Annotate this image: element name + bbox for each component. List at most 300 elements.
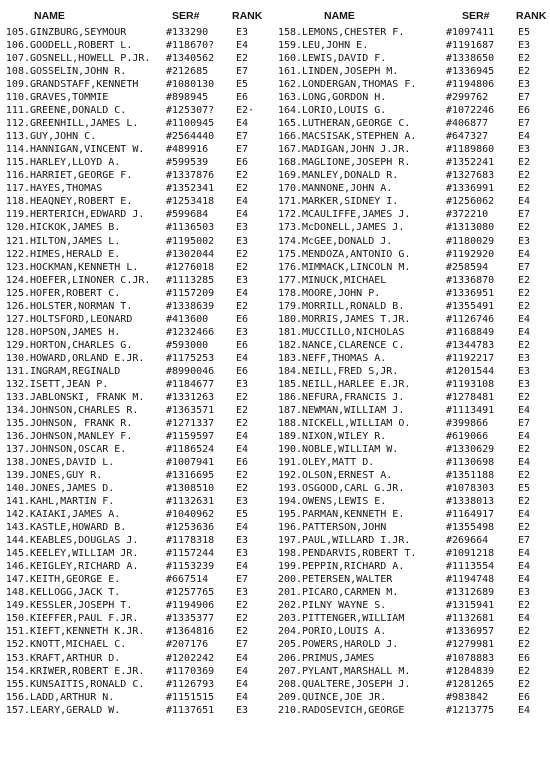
roster-row: [4, 208, 270, 221]
roster-row: [4, 547, 270, 560]
entry-name: KIEFFER,PAUL F.JR.: [30, 613, 139, 625]
entry-number: 135.: [5, 417, 30, 429]
entry-name: HIMES,HERALD E.: [30, 248, 121, 260]
entry-rank: E6: [236, 365, 270, 378]
entry-serial: #1315941: [446, 599, 516, 612]
entry-serial: #489916: [166, 143, 236, 156]
entry-serial: #1340562: [166, 52, 236, 65]
roster-row: [278, 221, 548, 234]
entry-name: HERTERICH,EDWARD J.: [30, 209, 145, 221]
entry-number: 183.: [278, 352, 303, 364]
roster-row: [4, 300, 270, 313]
entry-serial: #1007941: [166, 456, 236, 469]
entry-serial: #1195002: [166, 235, 236, 248]
entry-rank: E2: [236, 52, 270, 65]
entry-rank: E7: [236, 65, 270, 78]
entry-name: GOSSELIN,JOHN R.: [30, 66, 127, 78]
entry-rank: E6: [236, 156, 270, 169]
roster-row: [4, 287, 270, 300]
entry-number: 170.: [278, 183, 303, 195]
entry-rank: E4: [236, 352, 270, 365]
entry-serial: #1352341: [166, 182, 236, 195]
entry-name: NANCE,CLARENCE C.: [302, 339, 405, 351]
entry-number: 164.: [278, 105, 303, 117]
entry-number: 185.: [278, 378, 303, 390]
roster-row: [278, 612, 548, 625]
roster-row: [278, 560, 548, 573]
roster-row: [278, 625, 548, 638]
entry-serial: #1126746: [446, 313, 516, 326]
roster-row: [4, 339, 270, 352]
entry-number: 188.: [278, 417, 303, 429]
entry-serial: #1113554: [446, 560, 516, 573]
entry-number: 205.: [278, 639, 303, 651]
entry-rank: E3: [518, 39, 550, 52]
roster-row: [278, 300, 548, 313]
entry-rank: E7: [518, 417, 550, 430]
entry-number: 124.: [5, 274, 30, 286]
entry-rank: E2: [236, 625, 270, 638]
entry-serial: #1253418: [166, 195, 236, 208]
entry-serial: #1072246: [446, 104, 516, 117]
entry-rank: E4: [518, 430, 550, 443]
entry-name: JOHNSON,OSCAR E.: [30, 444, 127, 455]
entry-rank: E2: [518, 599, 550, 612]
roster-row: [278, 521, 548, 534]
entry-serial: #1344783: [446, 339, 516, 352]
entry-name: MINUCK,MICHAEL: [302, 274, 387, 286]
roster-row: [278, 652, 548, 665]
entry-serial: #1091218: [446, 547, 516, 560]
entry-number: 171.: [278, 196, 303, 208]
entry-number: 113.: [5, 131, 30, 143]
entry-number: 207.: [278, 665, 303, 677]
entry-serial: #1336951: [446, 287, 516, 300]
entry-name: GREENHILL,JAMES L.: [30, 118, 139, 130]
roster-row: [4, 612, 270, 625]
entry-serial: #1355491: [446, 300, 516, 313]
entry-number: 126.: [5, 300, 30, 312]
entry-serial: #983842: [446, 691, 516, 704]
entry-name: HEAQNEY,ROBERT E.: [30, 196, 133, 208]
roster-row: [4, 39, 270, 52]
entry-number: 194.: [278, 496, 303, 508]
entry-number: 202.: [278, 600, 303, 612]
roster-row: [278, 117, 548, 130]
roster-row: [278, 91, 548, 104]
entry-rank: E4: [236, 287, 270, 300]
entry-number: 160.: [278, 53, 303, 65]
entry-name: GREENE,DONALD C.: [30, 105, 127, 117]
entry-rank: E2: [518, 287, 550, 300]
entry-number: 129.: [5, 339, 30, 351]
entry-serial: #1338013: [446, 495, 516, 508]
entry-serial: #1126793: [166, 678, 236, 691]
entry-rank: E6: [518, 652, 550, 665]
entry-number: 208.: [278, 678, 303, 690]
roster-row: [4, 417, 270, 430]
roster-row: [278, 352, 548, 365]
roster-row: [278, 274, 548, 287]
entry-rank: E3: [236, 221, 270, 234]
entry-serial: #1194748: [446, 573, 516, 586]
entry-name: JOHNSON,CHARLES R.: [30, 404, 139, 416]
entry-number: 144.: [5, 535, 30, 547]
roster-row: [4, 469, 270, 482]
entry-rank: E7: [518, 117, 550, 130]
entry-serial: #1284839: [446, 665, 516, 678]
entry-name: NICKELL,WILLIAM O.: [302, 417, 411, 429]
roster-row: [4, 156, 270, 169]
entry-number: 174.: [278, 235, 303, 247]
entry-name: KIEFT,KENNETH K.JR.: [30, 626, 145, 638]
entry-rank: E2: [518, 156, 550, 169]
entry-rank: E6: [236, 91, 270, 104]
entry-number: 157.: [5, 704, 30, 716]
entry-name: HARLEY,LLOYD A.: [30, 157, 121, 169]
entry-name: PATTERSON,JOHN: [302, 522, 387, 534]
entry-serial: #593000: [166, 339, 236, 352]
entry-serial: #1178318: [166, 534, 236, 547]
entry-serial: #1257765: [166, 586, 236, 599]
roster-row: [4, 313, 270, 326]
entry-number: 153.: [5, 652, 30, 664]
roster-row: [4, 65, 270, 78]
entry-number: 158.: [278, 27, 303, 38]
entry-name: PYLANT,MARSHALL M.: [302, 665, 411, 677]
entry-serial: #133290: [166, 26, 236, 39]
roster-row: [4, 91, 270, 104]
entry-rank: E3: [518, 378, 550, 391]
entry-rank: E4: [236, 521, 270, 534]
roster-row: [278, 586, 548, 599]
roster-row: [278, 378, 548, 391]
entry-name: PENDARVIS,ROBERT T.: [302, 548, 417, 560]
entry-rank: E2: [236, 169, 270, 182]
entry-serial: #1201544: [446, 365, 516, 378]
entry-name: POWERS,HAROLD J.: [302, 639, 399, 651]
entry-number: 172.: [278, 209, 303, 221]
roster-row: [278, 39, 548, 52]
roster-row: [278, 665, 548, 678]
entry-serial: #1194906: [166, 599, 236, 612]
entry-name: LEU,JOHN E.: [302, 40, 369, 52]
entry-rank: E6: [236, 339, 270, 352]
entry-number: 200.: [278, 574, 303, 586]
entry-rank: E3: [236, 704, 270, 717]
entry-rank: E4: [518, 130, 550, 143]
entry-number: 134.: [5, 404, 30, 416]
entry-rank: E4: [518, 560, 550, 573]
entry-serial: #1279981: [446, 638, 516, 651]
entry-serial: #1137651: [166, 704, 236, 717]
entry-rank: E7: [518, 208, 550, 221]
entry-rank: E2: [236, 261, 270, 274]
entry-serial: #667514: [166, 573, 236, 586]
entry-rank: E4: [518, 704, 550, 717]
entry-serial: #1335377: [166, 612, 236, 625]
entry-number: 163.: [278, 92, 303, 104]
entry-number: 112.: [5, 118, 30, 130]
entry-rank: E4: [236, 208, 270, 221]
entry-number: 175.: [278, 248, 303, 260]
entry-number: 146.: [5, 561, 30, 573]
entry-number: 110.: [5, 92, 30, 104]
entry-name: HANNIGAN,VINCENT W.: [30, 144, 145, 156]
entry-serial: #1080130: [166, 78, 236, 91]
entry-number: 168.: [278, 157, 303, 169]
roster-row: [278, 678, 548, 691]
entry-rank: E4: [236, 39, 270, 52]
entry-name: MAGLIONE,JOSEPH R.: [302, 157, 411, 169]
entry-number: 123.: [5, 261, 30, 273]
entry-number: 141.: [5, 496, 30, 508]
entry-serial: #8990046: [166, 365, 236, 378]
entry-serial: #1302044: [166, 248, 236, 261]
entry-number: 139.: [5, 470, 30, 482]
roster-row: [4, 274, 270, 287]
roster-column-left: [4, 10, 270, 717]
entry-serial: #1336957: [446, 625, 516, 638]
entry-name: HICKOK,JAMES B.: [30, 222, 121, 234]
entry-rank: E2: [236, 482, 270, 495]
roster-row: [4, 261, 270, 274]
entry-name: PICARO,CARMEN M.: [302, 587, 399, 599]
entry-serial: #1331263: [166, 391, 236, 404]
entry-name: GRAVES,TOMMIE: [30, 92, 109, 104]
entry-serial: #1363571: [166, 404, 236, 417]
entry-number: 147.: [5, 574, 30, 586]
entry-serial: #269664: [446, 534, 516, 547]
entry-serial: #1157209: [166, 287, 236, 300]
roster-row: [278, 65, 548, 78]
entry-number: 179.: [278, 300, 303, 312]
rank-header: RANK: [232, 10, 263, 22]
entry-name: HOWARD,ORLAND E.JR.: [30, 352, 145, 364]
entry-name: HOLSTER,NORMAN T.: [30, 300, 133, 312]
roster-row: [4, 625, 270, 638]
entry-name: JOHNSON, FRANK R.: [30, 417, 133, 429]
entry-serial: #1312689: [446, 586, 516, 599]
entry-number: 143.: [5, 522, 30, 534]
entry-name: MOORE,JOHN P.: [302, 287, 381, 299]
entry-serial: #1136503: [166, 221, 236, 234]
entry-rank: E3: [236, 235, 270, 248]
entry-number: 117.: [5, 183, 30, 195]
entry-number: 182.: [278, 339, 303, 351]
entry-name: JONES,JAMES D.: [30, 483, 115, 495]
entry-number: 107.: [5, 53, 30, 65]
entry-name: KASTLE,HOWARD B.: [30, 522, 127, 534]
roster-list-right: [278, 26, 548, 717]
entry-name: NIXON,WILEY R.: [302, 430, 387, 442]
entry-name: GOODELL,ROBERT L.: [30, 40, 133, 52]
entry-name: JONES,GUY R.: [30, 470, 103, 482]
entry-rank: E2: [518, 391, 550, 404]
entry-name: KRIWER,ROBERT E.JR.: [30, 665, 145, 677]
entry-serial: #1040962: [166, 508, 236, 521]
roster-row: [278, 430, 548, 443]
entry-name: KESSLER,JOSEPH T.: [30, 600, 133, 612]
entry-name: KEELEY,WILLIAM JR.: [30, 548, 139, 560]
entry-number: 193.: [278, 483, 303, 495]
entry-number: 128.: [5, 326, 30, 338]
entry-name: GINZBURG,SEYMOUR: [30, 27, 127, 38]
entry-number: 136.: [5, 430, 30, 442]
entry-number: 180.: [278, 313, 303, 325]
entry-rank: E4: [518, 547, 550, 560]
entry-number: 198.: [278, 548, 303, 560]
entry-serial: #1337876: [166, 169, 236, 182]
roster-row: [4, 235, 270, 248]
entry-number: 178.: [278, 287, 303, 299]
entry-name: LADD,ARTHUR N.: [30, 691, 115, 703]
entry-serial: #1168849: [446, 326, 516, 339]
roster-row: [278, 482, 548, 495]
entry-number: 150.: [5, 613, 30, 625]
entry-rank: E2: [236, 248, 270, 261]
entry-number: 121.: [5, 235, 30, 247]
roster-row: [278, 287, 548, 300]
entry-rank: E4: [236, 195, 270, 208]
entry-rank: E2: [236, 417, 270, 430]
entry-name: MORRILL,RONALD B.: [302, 300, 405, 312]
entry-name: MANNONE,JOHN A.: [302, 183, 393, 195]
entry-number: 127.: [5, 313, 30, 325]
roster-row: [4, 586, 270, 599]
entry-name: PEPPIN,RICHARD A.: [302, 561, 405, 573]
roster-row: [278, 182, 548, 195]
entry-serial: #1175253: [166, 352, 236, 365]
entry-number: 204.: [278, 626, 303, 638]
entry-number: 166.: [278, 131, 303, 143]
entry-rank: E6: [236, 313, 270, 326]
entry-name: MCAULIFFE,JAMES J.: [302, 209, 411, 221]
roster-row: [278, 130, 548, 143]
entry-number: 145.: [5, 548, 30, 560]
roster-row: [4, 352, 270, 365]
entry-name: JONES,DAVID L.: [30, 457, 115, 469]
entry-number: 176.: [278, 261, 303, 273]
entry-rank: E4: [236, 691, 270, 704]
entry-name: HOEFER,LINONER C.JR.: [30, 274, 151, 286]
entry-rank: E2: [518, 469, 550, 482]
roster-row: [278, 261, 548, 274]
entry-serial: #1338650: [446, 52, 516, 65]
entry-serial: #299762: [446, 91, 516, 104]
entry-serial: #1151515: [166, 691, 236, 704]
entry-rank: E2: [236, 404, 270, 417]
entry-serial: #1336945: [446, 65, 516, 78]
entry-serial: #212685: [166, 65, 236, 78]
entry-name: PORIO,LOUIS A.: [302, 626, 387, 638]
entry-serial: #1351188: [446, 469, 516, 482]
roster-row: [4, 495, 270, 508]
roster-row: [278, 156, 548, 169]
entry-serial: #619066: [446, 430, 516, 443]
entry-serial: #1191687: [446, 39, 516, 52]
entry-serial: #1336991: [446, 182, 516, 195]
entry-number: 108.: [5, 66, 30, 78]
entry-name: MIMMACK,LINCOLN M.: [302, 261, 411, 273]
entry-name: HORTON,CHARLES G.: [30, 339, 133, 351]
entry-rank: E4: [518, 456, 550, 469]
entry-rank: E2: [236, 612, 270, 625]
entry-serial: #1213775: [446, 704, 516, 717]
entry-rank: E2: [518, 182, 550, 195]
entry-number: 201.: [278, 587, 303, 599]
entry-serial: #1256062: [446, 195, 516, 208]
entry-serial: #1281265: [446, 678, 516, 691]
roster-row: [4, 143, 270, 156]
entry-name: OSGOOD,CARL G.JR.: [302, 483, 405, 495]
roster-row: [4, 326, 270, 339]
entry-name: OLSON,ERNEST A.: [302, 470, 393, 482]
entry-number: 210.: [278, 704, 303, 716]
entry-name: LORIO,LOUIS G.: [302, 105, 387, 117]
entry-number: 161.: [278, 66, 303, 78]
entry-number: 209.: [278, 691, 303, 703]
entry-rank: E2: [518, 638, 550, 651]
entry-name: LEARY,GERALD W.: [30, 704, 121, 716]
entry-name: LONG,GORDON H.: [302, 92, 387, 104]
entry-rank: E7: [236, 573, 270, 586]
entry-number: 115.: [5, 157, 30, 169]
entry-number: 167.: [278, 144, 303, 156]
entry-rank: E6: [518, 104, 550, 117]
entry-rank: E3: [518, 78, 550, 91]
entry-number: 199.: [278, 561, 303, 573]
entry-number: 206.: [278, 652, 303, 664]
roster-row: [278, 235, 548, 248]
entry-name: PARMAN,KENNETH E.: [302, 509, 405, 521]
entry-name: NEILL,FRED S,JR.: [302, 365, 399, 377]
roster-row: [278, 691, 548, 704]
entry-serial: #1186524: [166, 443, 236, 456]
entry-rank: E2: [518, 665, 550, 678]
entry-name: LEWIS,DAVID F.: [302, 53, 387, 65]
entry-rank: E2: [518, 339, 550, 352]
entry-number: 156.: [5, 691, 30, 703]
entry-name: NOBLE,WILLIAM W.: [302, 444, 399, 455]
roster-row: [4, 638, 270, 651]
entry-name: KEABLES,DOUGLAS J.: [30, 535, 139, 547]
roster-row: [4, 378, 270, 391]
entry-rank: E7: [518, 261, 550, 274]
roster-row: [4, 534, 270, 547]
entry-number: 116.: [5, 170, 30, 182]
entry-number: 142.: [5, 509, 30, 521]
entry-rank: E4: [236, 560, 270, 573]
roster-row: [278, 195, 548, 208]
entry-serial: #1159597: [166, 430, 236, 443]
entry-number: 196.: [278, 522, 303, 534]
entry-rank: E3: [236, 26, 270, 39]
entry-rank: E4: [518, 404, 550, 417]
entry-serial: #258594: [446, 261, 516, 274]
entry-number: 189.: [278, 430, 303, 442]
entry-name: KAHL,MARTIN F.: [30, 496, 115, 508]
entry-name: QUALTERE,JOSEPH J.: [302, 678, 411, 690]
entry-number: 191.: [278, 457, 303, 469]
roster-row: [4, 691, 270, 704]
entry-serial: #1232466: [166, 326, 236, 339]
roster-row: [278, 313, 548, 326]
entry-rank: E3: [236, 586, 270, 599]
entry-rank: E4: [518, 612, 550, 625]
entry-serial: #1157244: [166, 547, 236, 560]
entry-name: MADIGAN,JOHN J.JR.: [302, 144, 411, 156]
